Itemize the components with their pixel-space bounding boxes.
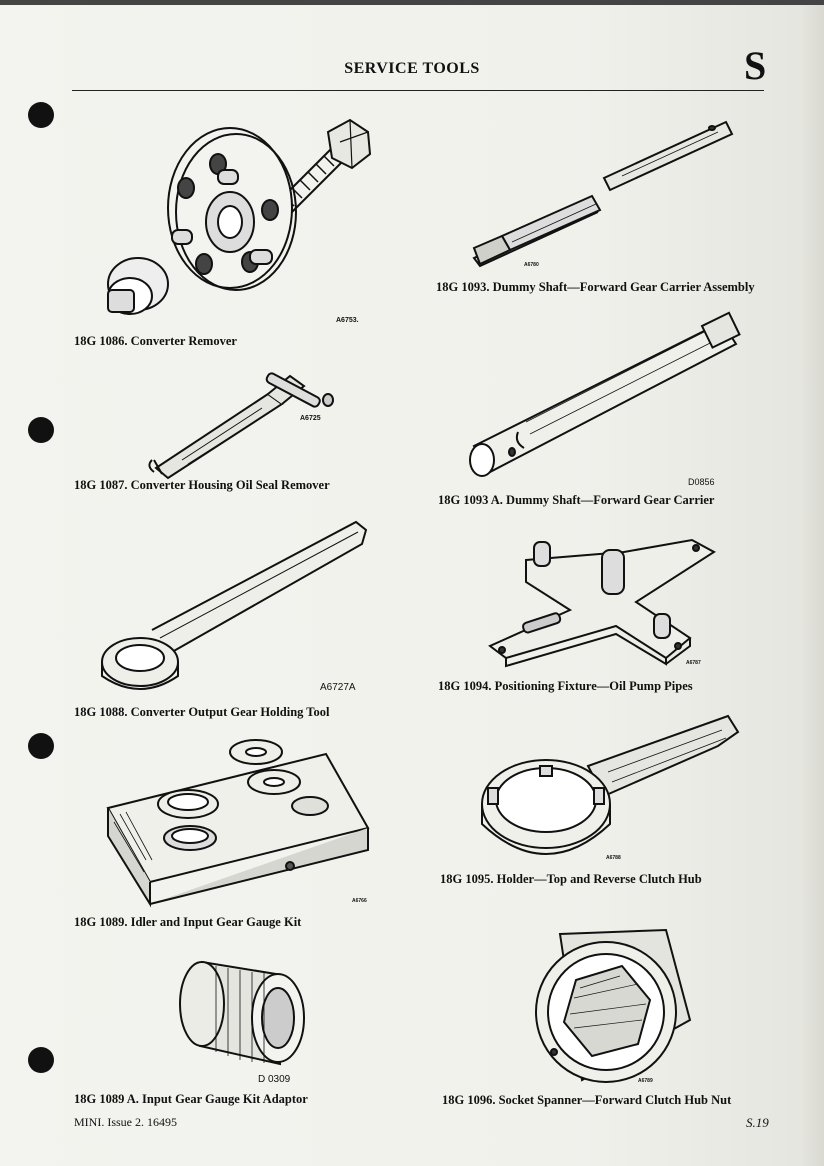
- figure-code: A6753.: [336, 317, 359, 324]
- page-title: SERVICE TOOLS: [344, 60, 480, 77]
- figure-code: A6788: [606, 855, 621, 861]
- tool-caption: 18G 1089 A. Input Gear Gauge Kit Adaptor: [74, 1092, 308, 1106]
- page-top-edge: [0, 0, 824, 5]
- figure-code: A6780: [524, 262, 539, 268]
- section-letter: S: [744, 43, 767, 88]
- binder-hole: [28, 733, 54, 759]
- dummy-shaft-assembly-icon: [472, 118, 738, 268]
- figure-code: D 0309: [258, 1074, 291, 1085]
- gauge-adaptor-icon: [176, 956, 308, 1072]
- tool-caption: 18G 1093 A. Dummy Shaft—Forward Gear Carrier: [438, 493, 715, 507]
- tool-caption: 18G 1087. Converter Housing Oil Seal Remover: [74, 478, 330, 492]
- page-number: S.19: [746, 1115, 769, 1130]
- binder-hole: [28, 417, 54, 443]
- binder-hole: [28, 1047, 54, 1073]
- clutch-hub-holder-icon: [478, 712, 742, 864]
- gauge-kit-icon: [104, 732, 372, 904]
- figure-code: A6766: [352, 898, 367, 904]
- oil-seal-remover-icon: [142, 364, 342, 482]
- tool-caption: 18G 1089. Idler and Input Gear Gauge Kit: [74, 915, 302, 929]
- binder-hole: [28, 102, 54, 128]
- holding-tool-icon: [100, 514, 372, 690]
- tool-caption: 18G 1086. Converter Remover: [74, 334, 237, 348]
- figure-code: A6787: [686, 660, 701, 666]
- tool-caption: 18G 1094. Positioning Fixture—Oil Pump Pipes: [438, 679, 693, 693]
- figure-code: A6725: [300, 415, 321, 422]
- figure-code: D0856: [688, 477, 715, 487]
- positioning-fixture-icon: [486, 534, 720, 672]
- dummy-shaft-icon: [466, 314, 744, 480]
- socket-spanner-icon: [530, 924, 692, 1084]
- tool-caption: 18G 1093. Dummy Shaft—Forward Gear Carrier Assembly: [436, 280, 755, 294]
- tool-caption: 18G 1095. Holder—Top and Reverse Clutch Hub: [440, 872, 702, 886]
- header-rule: [72, 90, 764, 91]
- footer-issue: MINI. Issue 2. 16495: [74, 1115, 177, 1129]
- converter-remover-icon: [100, 112, 380, 322]
- figure-code: A6727A: [320, 682, 356, 693]
- figure-code: A6789: [638, 1078, 653, 1084]
- tool-caption: 18G 1088. Converter Output Gear Holding Tool: [74, 705, 330, 719]
- tool-caption: 18G 1096. Socket Spanner—Forward Clutch Hub Nut: [442, 1093, 732, 1107]
